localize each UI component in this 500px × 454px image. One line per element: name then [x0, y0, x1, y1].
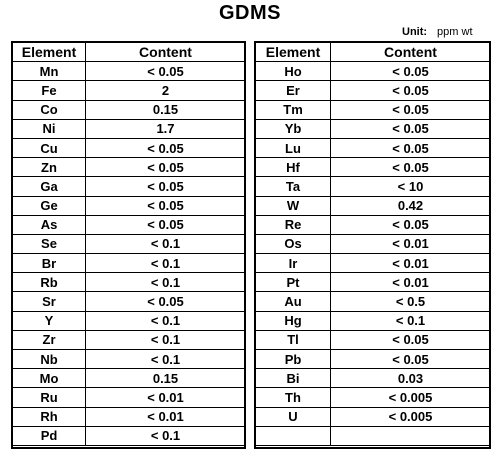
- table-row: [256, 196, 491, 215]
- content-cell: 0.15: [86, 100, 246, 119]
- table-body-right: [256, 62, 491, 446]
- element-cell: W: [256, 196, 331, 215]
- element-cell: Se: [13, 234, 86, 253]
- content-cell: < 0.1: [86, 234, 246, 253]
- table-row: [13, 215, 246, 234]
- table-row: [256, 119, 491, 138]
- table-row: [13, 119, 246, 138]
- table-row: [256, 100, 491, 119]
- content-cell: < 0.05: [86, 196, 246, 215]
- element-cell: Rh: [13, 407, 86, 426]
- table-row: [13, 196, 246, 215]
- unit-note: [402, 26, 473, 38]
- table-header-row: [256, 43, 491, 62]
- content-cell: < 0.1: [86, 426, 246, 445]
- table-row: [256, 426, 491, 445]
- element-cell: Ge: [13, 196, 86, 215]
- element-cell: Y: [13, 311, 86, 330]
- element-cell: Mo: [13, 369, 86, 388]
- content-cell: < 0.05: [331, 81, 491, 100]
- element-cell: Tm: [256, 100, 331, 119]
- table-row: [13, 100, 246, 119]
- element-cell: Fe: [13, 81, 86, 100]
- element-cell: Ho: [256, 62, 331, 81]
- table-row: [256, 254, 491, 273]
- element-cell: Er: [256, 81, 331, 100]
- content-cell: < 0.1: [86, 311, 246, 330]
- content-cell: < 0.05: [86, 62, 246, 81]
- element-cell: Bi: [256, 369, 331, 388]
- table-row: [13, 311, 246, 330]
- element-cell: Zr: [13, 330, 86, 349]
- element-column-header: Element: [256, 43, 331, 62]
- content-cell: 0.03: [331, 369, 491, 388]
- element-cell: Pb: [256, 350, 331, 369]
- table-row: [13, 407, 246, 426]
- element-cell: Yb: [256, 119, 331, 138]
- unit-value: ppm wt: [437, 26, 473, 38]
- table-row: [13, 350, 246, 369]
- table-row: [256, 177, 491, 196]
- element-cell: Hf: [256, 158, 331, 177]
- element-cell: Hg: [256, 311, 331, 330]
- table-row: [13, 62, 246, 81]
- content-cell: < 0.05: [86, 292, 246, 311]
- table-row: [13, 177, 246, 196]
- page-title: GDMS: [219, 2, 281, 24]
- element-cell: Co: [13, 100, 86, 119]
- table-row: [256, 158, 491, 177]
- content-cell: < 0.05: [331, 350, 491, 369]
- content-cell: < 0.005: [331, 388, 491, 407]
- table-row: [256, 138, 491, 157]
- table-row: [256, 81, 491, 100]
- content-cell: < 0.05: [331, 100, 491, 119]
- table-row: [13, 292, 246, 311]
- element-cell: Ir: [256, 254, 331, 273]
- element-cell: Au: [256, 292, 331, 311]
- table-row: [256, 311, 491, 330]
- element-cell: Re: [256, 215, 331, 234]
- content-column-header: Content: [331, 43, 491, 62]
- element-column-header: Element: [13, 43, 86, 62]
- table-row: [13, 234, 246, 253]
- table-header-row: [13, 43, 246, 62]
- table-row: [256, 330, 491, 349]
- element-cell: Ta: [256, 177, 331, 196]
- element-cell: Tl: [256, 330, 331, 349]
- content-cell: < 0.1: [86, 350, 246, 369]
- table-row: [256, 350, 491, 369]
- element-cell: Ni: [13, 119, 86, 138]
- element-cell: Zn: [13, 158, 86, 177]
- table-row: [13, 426, 246, 445]
- content-cell: < 0.05: [86, 158, 246, 177]
- element-cell: [256, 426, 331, 445]
- content-cell: < 0.01: [331, 273, 491, 292]
- table-row: [13, 273, 246, 292]
- table-row: [13, 369, 246, 388]
- unit-label: Unit:: [402, 26, 428, 38]
- table-row: [13, 158, 246, 177]
- table-row: [256, 273, 491, 292]
- element-cell: Mn: [13, 62, 86, 81]
- table-row: [13, 138, 246, 157]
- table-row: [256, 62, 491, 81]
- content-cell: 1.7: [86, 119, 246, 138]
- element-cell: Ru: [13, 388, 86, 407]
- table-body-left: [13, 62, 246, 446]
- content-cell: 0.42: [331, 196, 491, 215]
- element-cell: Ga: [13, 177, 86, 196]
- content-cell: < 0.05: [86, 138, 246, 157]
- content-cell: < 0.05: [331, 330, 491, 349]
- content-cell: < 0.05: [331, 138, 491, 157]
- table-row: [13, 330, 246, 349]
- element-cell: Sr: [13, 292, 86, 311]
- content-cell: < 0.01: [86, 388, 246, 407]
- content-cell: < 0.05: [331, 215, 491, 234]
- table-row: [13, 388, 246, 407]
- content-cell: 2: [86, 81, 246, 100]
- content-cell: < 0.01: [331, 254, 491, 273]
- content-cell: < 0.1: [331, 311, 491, 330]
- table-row: [256, 292, 491, 311]
- element-cell: Br: [13, 254, 86, 273]
- content-cell: < 0.5: [331, 292, 491, 311]
- element-cell: Cu: [13, 138, 86, 157]
- content-cell: [331, 426, 491, 445]
- content-cell: < 0.1: [86, 330, 246, 349]
- table-row: [256, 215, 491, 234]
- composition-table-left: [12, 42, 246, 446]
- table-row: [256, 388, 491, 407]
- table-row: [13, 81, 246, 100]
- table-row: [256, 407, 491, 426]
- element-cell: Th: [256, 388, 331, 407]
- content-cell: < 0.01: [86, 407, 246, 426]
- content-column-header: Content: [86, 43, 246, 62]
- content-cell: < 0.05: [86, 177, 246, 196]
- content-cell: < 0.05: [331, 119, 491, 138]
- table-row: [256, 234, 491, 253]
- content-cell: < 0.1: [86, 254, 246, 273]
- content-cell: 0.15: [86, 369, 246, 388]
- element-cell: Os: [256, 234, 331, 253]
- content-cell: < 0.005: [331, 407, 491, 426]
- element-cell: Pd: [13, 426, 86, 445]
- content-cell: < 0.05: [86, 215, 246, 234]
- element-cell: Nb: [13, 350, 86, 369]
- content-cell: < 0.1: [86, 273, 246, 292]
- element-cell: As: [13, 215, 86, 234]
- composition-table-right: [255, 42, 491, 446]
- content-cell: < 0.05: [331, 62, 491, 81]
- content-cell: < 10: [331, 177, 491, 196]
- element-cell: Rb: [13, 273, 86, 292]
- element-cell: Pt: [256, 273, 331, 292]
- content-cell: < 0.05: [331, 158, 491, 177]
- table-row: [256, 369, 491, 388]
- element-cell: U: [256, 407, 331, 426]
- element-cell: Lu: [256, 138, 331, 157]
- content-cell: < 0.01: [331, 234, 491, 253]
- table-row: [13, 254, 246, 273]
